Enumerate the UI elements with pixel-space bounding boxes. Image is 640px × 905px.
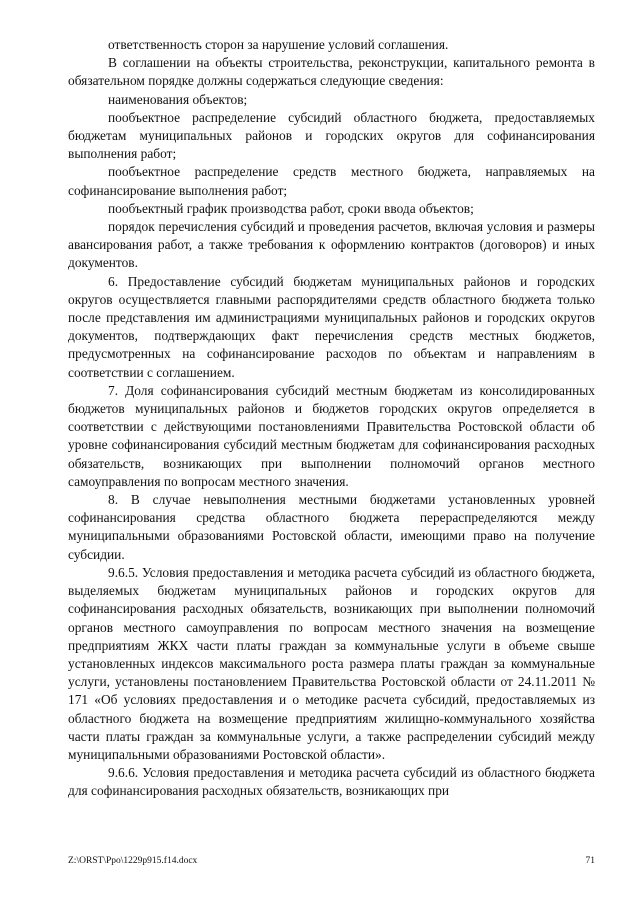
- file-path: Z:\ORST\Ppo\1229p915.f14.docx: [68, 856, 198, 866]
- document-body: [68, 36, 595, 801]
- paragraph: 8. В случае невыполнения местными бюджетами установленных уровней софинансирования средства областного бюджета перераспределяются между муниципальными образованиями Ростовской области, имеющими право на получение субсидии.: [68, 492, 595, 562]
- paragraph: наименования объектов;: [108, 91, 248, 107]
- paragraph: 6. Предоставление субсидий бюджетам муниципальных районов и городских округов осуществляется главными распорядителями средств областного бюджета только после представления им администрациями муниципальных районов и городских округов документов, подтверждающих факт перечисления средств местных бюджетов, предусмотренных на софинансирование расходов по объектам и направлениям в соответствии с соглашением.: [68, 273, 595, 380]
- paragraph: пообъектный график производства работ, сроки ввода объектов;: [108, 200, 474, 216]
- paragraph: 7. Доля софинансирования субсидий местным бюджетам из консолидированных бюджетов муниципальных районов и бюджетов городских округов определяется в соответствии с действующими постановлениями Правительства Ростовской области об уровне софинансирования субсидий местным бюджетам для софинансирования расходных обязательств, возникающих при выполнении полномочий органов местного самоуправления по вопросам местного значения.: [68, 382, 595, 489]
- paragraph: 9.6.5. Условия предоставления и методика расчета субсидий из областного бюджета, выделяемых бюджетам муниципальных районов и городских округов для софинансирования расходных обязательств, возникающих при выполнении полномочий органов местного самоуправления по вопросам местного значения на возмещение предприятиям ЖКХ части платы граждан за коммунальные услуги в объеме свыше установленных индексов максимального роста размера платы граждан за коммунальные услуги, установлены постановлением Правительства Ростовской области от 24.11.2011 № 171 «Об условиях предоставления и о методике расчета субсидий, предоставляемых из областного бюджета на возмещение предприятиям жилищно-коммунального хозяйства части платы граждан за коммунальные услуги, а также распределении субсидий между муниципальными образованиями Ростовской области».: [68, 564, 595, 762]
- paragraph: пообъектное распределение средств местного бюджета, направляемых на софинансирование выполнения работ;: [68, 164, 595, 198]
- page-footer: [68, 855, 595, 867]
- paragraph: В соглашении на объекты строительства, реконструкции, капитального ремонта в обязательном порядке должны содержаться следующие сведения:: [68, 55, 595, 89]
- paragraph: 9.6.6. Условия предоставления и методика расчета субсидий из областного бюджета для софинансирования расходных обязательств, возникающих при: [68, 765, 595, 799]
- paragraph: пообъектное распределение субсидий областного бюджета, предоставляемых бюджетам муниципальных районов и городских округов для софинансирования выполнения работ;: [68, 109, 595, 162]
- page-number: 71: [585, 856, 595, 866]
- paragraph: порядок перечисления субсидий и проведения расчетов, включая условия и размеры авансирования работ, а также требования к оформлению контрактов (договоров) и иных документов.: [68, 219, 595, 271]
- paragraph: ответственность сторон за нарушение условий соглашения.: [108, 37, 449, 52]
